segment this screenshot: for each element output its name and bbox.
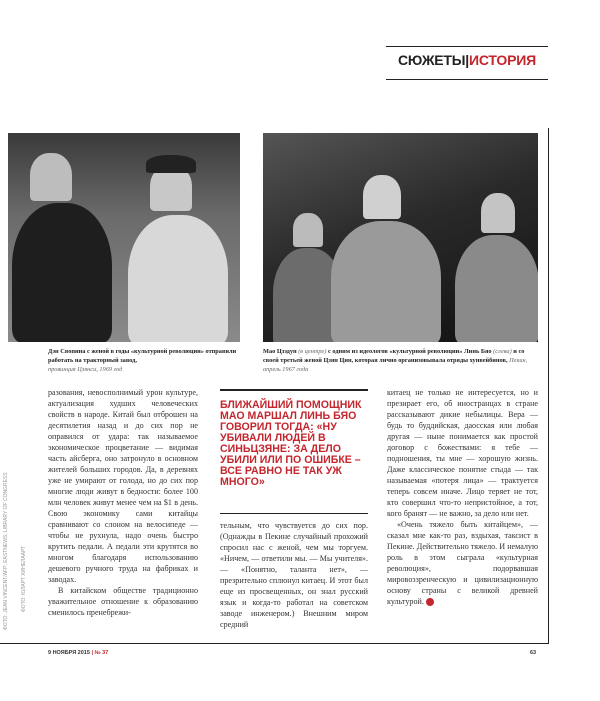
caption-note: (слева) — [493, 348, 512, 355]
figure-jiang-qing — [481, 193, 515, 233]
photo-caption-left — [48, 347, 238, 374]
article-paragraph: разования, невосполнимый урон культуре, актуализация худших человеческих свойств в народе. Китай был отброшен на десятилетия назад и до сих пор не оправился от удара: так называемое экономическое процветание — видимая часть айсберга, оно затронуло в основном жителей больших городов. Да, в деревнях уже не умирают от голода, но до сих пор многие люди живут в бедности: более 100 млн человек живут менее чем на $1 в день. Свою экономику сами китайцы сравнивают со слоном на велосипеде — чтобы не рухнула, надо очень быстро крутить педали. А педали эти крутятся во многом благодаря использованию дешевого ручного труда на фабриках и заводах. — [48, 388, 198, 584]
section-label: СЮЖЕТЫ — [398, 52, 466, 68]
photo-deng-xiaoping — [8, 133, 240, 342]
article-paragraph: тельным, что чувствуется до сих пор. (Однажды в Пекине случайный прохожий спросил нас с женой, чем мы торгуем. «Ничем, — ответили мы. — Мы учителя». — «Понятно, таланта нет», — презрительно сплюнул китаец. И этот был еще из просвещенных, он знал русский язык и когда-то работал на советском заводе инженером.) Внешним миром средний — [220, 521, 368, 629]
figure-mao-body — [331, 221, 441, 342]
figure-man — [30, 153, 72, 201]
caption-text: с одним из идеологов «культурной революции» Линь Бяо — [327, 348, 492, 355]
caption-text: и со своей третьей женой Цзян Цин, которая лично организовывала отряды хунвейбинов, — [263, 348, 525, 364]
page-number: 63 — [530, 650, 537, 656]
issue-date: 9 НОЯБРЯ 2015 — [48, 650, 90, 656]
caption-note: (в центре) — [298, 348, 327, 355]
figure-man-body — [12, 203, 112, 342]
figure-jiang-qing-body — [455, 235, 538, 342]
footer-issue — [48, 650, 108, 656]
article-paragraph: «Очень тяжело быть китайцем», — сказал мне как-то раз, вздыхая, таксист в Пекине. Действительно тяжело. И немалую роль в этом сыграла «культурная революция», подорвавшая мировоззренческую и цивилизационную основу страны с великой древней культурой. — [387, 520, 538, 606]
figure-mao — [363, 175, 401, 219]
photo-caption-right — [263, 347, 538, 374]
article-paragraph: В китайском обществе традиционно уважительное отношение к образованию сменилось пренебрежи- — [48, 586, 198, 617]
figure-woman-body — [128, 215, 228, 342]
caption-text: Мао Цзэдун — [263, 348, 297, 355]
end-of-article-icon — [426, 598, 434, 606]
figure-woman-hat — [146, 155, 196, 173]
frame-right-line — [548, 128, 549, 643]
pull-quote: БЛИЖАЙШИЙ ПОМОЩНИК МАО МАРШАЛ ЛИНЬ БЯО ГОВОРИЛ ТОГДА: «НУ УБИВАЛИ ЛЮДЕЙ В СИНЬЦЗЯНЕ: ЗА ДЕЛО УБИЛИ ИЛИ ПО ОШИБКЕ – ВСЕ РАВНО НЕ ТАК УЖ МНОГО» — [220, 399, 362, 488]
subsection-label: ИСТОРИЯ — [468, 52, 536, 68]
article-column-1 — [48, 387, 198, 618]
article-column-3 — [387, 387, 538, 607]
section-separator: | — [465, 52, 469, 68]
caption-place: Пекин, апрель 1967 года — [263, 357, 528, 373]
photo-credit-2: ФОТО: ЮЛАРТ ХИНЕЛААРТ — [21, 545, 27, 612]
quote-top-rule — [220, 389, 368, 391]
article-paragraph: китаец не только не интересуется, но и презирает его, об иностранцах в стране рассказывают дикие небылицы. Вера — будь то буддийская, даосская или любая другая — ныне понимается как простой договор с божествами: я тебе — подношения, ты мне — хорошую жизнь. Даже классическое понятие стыда — так называемая «потеря лица» — трактуется теперь совсем иначе. Лицо теряет не тот, кто совершил что-то непристойное, а тот, кого бранят — не важно, за дело или нет. — [387, 388, 538, 518]
header-top-rule — [386, 46, 548, 47]
photo-mao-zedong — [263, 133, 538, 342]
caption-text: Дэн Сяопина с женой в годы «культурной революции» отправили работать на тракторный завод, — [48, 348, 237, 364]
photo-credit-1: ФОТО: JEAN VINCENT/AFP; EASTNEWS; LIBRARY OF CONGRESS — [3, 472, 9, 630]
caption-place: провинция Цзянси, 1969 год — [48, 366, 123, 373]
issue-number: | № 37 — [91, 650, 109, 656]
quote-bottom-rule — [220, 513, 368, 514]
figure-lin-biao — [293, 213, 323, 247]
article-column-2 — [220, 520, 368, 630]
section-title — [387, 52, 547, 68]
header-bottom-rule — [386, 79, 548, 80]
frame-bottom-line — [0, 643, 549, 644]
